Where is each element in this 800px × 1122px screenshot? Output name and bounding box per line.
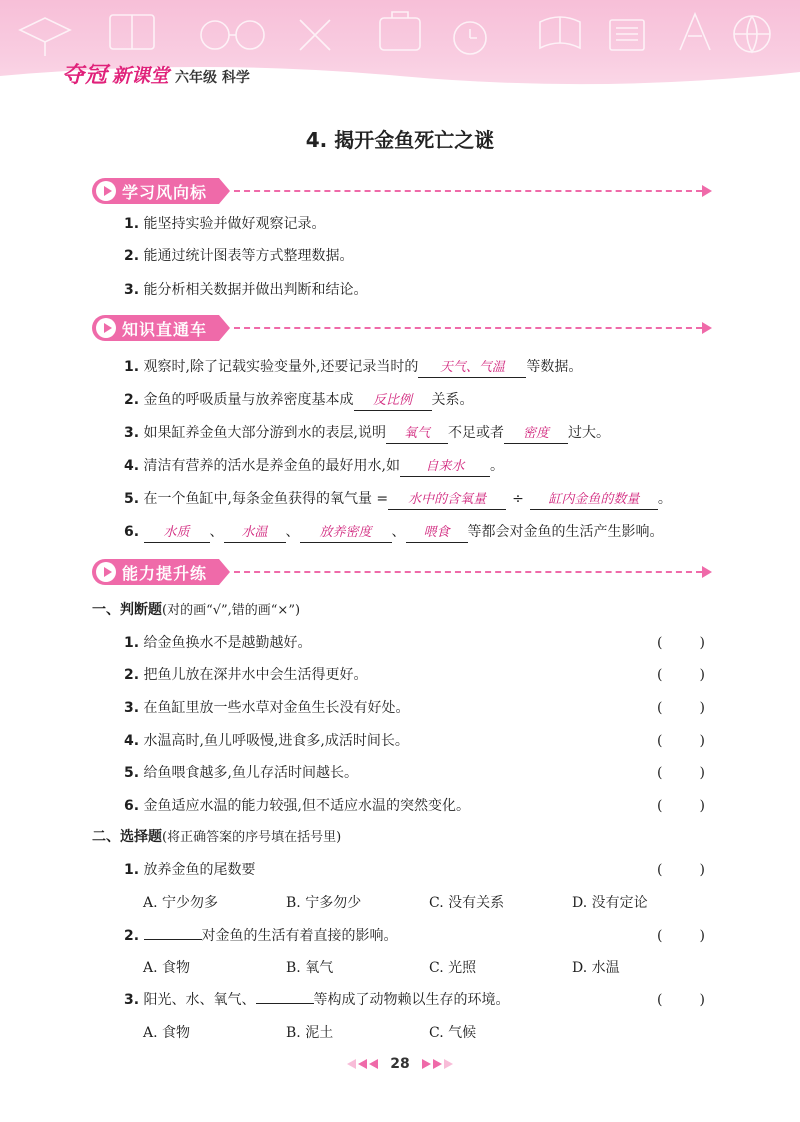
answer-blank[interactable]: 水中的含氧量 <box>388 491 506 510</box>
section-title: 能力提升练 <box>122 564 208 583</box>
judge-heading: 一、判断题(对的画“√”,错的画“×”) <box>92 602 301 618</box>
choice-option: B. 泥土 <box>286 1025 334 1041</box>
answer-parentheses[interactable]: ( ) <box>657 733 705 749</box>
answer-blank[interactable] <box>256 1003 314 1004</box>
judge-item: 6. 金鱼适应水温的能力较强,但不适应水温的突然变化。 <box>124 798 470 814</box>
choice-question-3: 3. 阳光、水、氧气、 等构成了动物赖以生存的环境。 <box>124 992 510 1008</box>
knowledge-item-4: 4. 清洁有营养的活水是养金鱼的最好用水,如 自来水 。 <box>124 456 504 477</box>
answer-parentheses[interactable]: ( ) <box>657 765 705 781</box>
answer-blank[interactable]: 放养密度 <box>300 524 392 543</box>
goal-item: 1. 能坚持实验并做好观察记录。 <box>124 216 326 232</box>
arrow-right-icon <box>702 185 712 197</box>
choice-question-1: 1. 放养金鱼的尾数要 <box>124 862 256 878</box>
section-title: 学习风向标 <box>122 183 208 202</box>
choice-option: C. 气候 <box>429 1025 477 1041</box>
choice-option: A. 宁少勿多 <box>143 895 219 911</box>
answer-blank[interactable]: 密度 <box>504 425 568 444</box>
goal-item: 3. 能分析相关数据并做出判断和结论。 <box>124 282 368 298</box>
goal-item: 2. 能通过统计图表等方式整理数据。 <box>124 248 354 264</box>
answer-parentheses[interactable]: ( ) <box>657 798 705 814</box>
answer-blank[interactable]: 水温 <box>224 524 286 543</box>
page-footer <box>0 1054 800 1074</box>
choice-option: B. 氧气 <box>286 960 334 976</box>
answer-blank[interactable] <box>144 939 202 940</box>
answer-parentheses[interactable]: ( ) <box>657 862 705 878</box>
grade-subject: 六年级 科学 <box>175 70 250 86</box>
answer-parentheses[interactable]: ( ) <box>657 992 705 1008</box>
answer-blank[interactable]: 氧气 <box>386 425 448 444</box>
choice-option: C. 没有关系 <box>429 895 505 911</box>
choice-option: B. 宁多勿少 <box>286 895 362 911</box>
play-icon <box>96 318 116 338</box>
judge-item: 5. 给鱼喂食越多,鱼儿存活时间越长。 <box>124 765 358 781</box>
lesson-title: 4. 揭开金鱼死亡之谜 <box>305 128 495 152</box>
knowledge-item-1: 1. 观察时,除了记载实验变量外,还要记录当时的 天气、气温 等数据。 <box>124 357 582 378</box>
judge-item: 2. 把鱼儿放在深井水中会生活得更好。 <box>124 667 368 683</box>
answer-parentheses[interactable]: ( ) <box>657 700 705 716</box>
knowledge-item-6: 6. 水质 、 水温 、 放养密度 、 喂食 等都会对金鱼的生活产生影响。 <box>124 522 664 543</box>
dashed-divider <box>234 571 702 573</box>
section-header-practice <box>92 559 712 585</box>
page-number: 28 <box>390 1056 410 1072</box>
answer-blank[interactable]: 反比例 <box>354 392 432 411</box>
judge-item: 3. 在鱼缸里放一些水草对金鱼生长没有好处。 <box>124 700 410 716</box>
brand-sub: 新课堂 <box>112 65 170 87</box>
choice-option: A. 食物 <box>143 1025 191 1041</box>
answer-blank[interactable]: 天气、气温 <box>418 359 526 378</box>
section-header-goals <box>92 178 712 204</box>
answer-blank[interactable]: 喂食 <box>406 524 468 543</box>
brand-logo <box>62 58 250 89</box>
judge-item: 4. 水温高时,鱼儿呼吸慢,进食多,成活时间长。 <box>124 733 409 749</box>
choice-option: D. 水温 <box>572 960 620 976</box>
choice-option: C. 光照 <box>429 960 477 976</box>
dashed-divider <box>234 327 702 329</box>
section-title: 知识直通车 <box>122 320 208 339</box>
answer-blank[interactable]: 自来水 <box>400 458 490 477</box>
choice-heading: 二、选择题(将正确答案的序号填在括号里) <box>92 829 342 845</box>
judge-item: 1. 给金鱼换水不是越勤越好。 <box>124 635 312 651</box>
brand-main: 夺冠 <box>62 63 109 88</box>
triple-right-arrow-icon <box>422 1059 453 1069</box>
answer-parentheses[interactable]: ( ) <box>657 928 705 944</box>
header-banner <box>0 0 800 102</box>
choice-option: A. 食物 <box>143 960 191 976</box>
knowledge-item-5: 5. 在一个鱼缸中,每条金鱼获得的氧气量 = 水中的含氧量 ÷ 缸内金鱼的数量 。 <box>124 489 672 510</box>
arrow-right-icon <box>702 566 712 578</box>
knowledge-item-3: 3. 如果缸养金鱼大部分游到水的表层,说明 氧气 不足或者 密度 过大。 <box>124 423 610 444</box>
answer-blank[interactable]: 水质 <box>144 524 210 543</box>
knowledge-item-2: 2. 金鱼的呼吸质量与放养密度基本成 反比例 关系。 <box>124 390 474 411</box>
play-icon <box>96 562 116 582</box>
triple-left-arrow-icon <box>347 1059 378 1069</box>
arrow-right-icon <box>702 322 712 334</box>
dashed-divider <box>234 190 702 192</box>
answer-blank[interactable]: 缸内金鱼的数量 <box>530 491 658 510</box>
answer-parentheses[interactable]: ( ) <box>657 667 705 683</box>
choice-question-2: 2. 对金鱼的生活有着直接的影响。 <box>124 928 398 944</box>
section-header-knowledge <box>92 315 712 341</box>
answer-parentheses[interactable]: ( ) <box>657 635 705 651</box>
choice-option: D. 没有定论 <box>572 895 648 911</box>
play-icon <box>96 181 116 201</box>
